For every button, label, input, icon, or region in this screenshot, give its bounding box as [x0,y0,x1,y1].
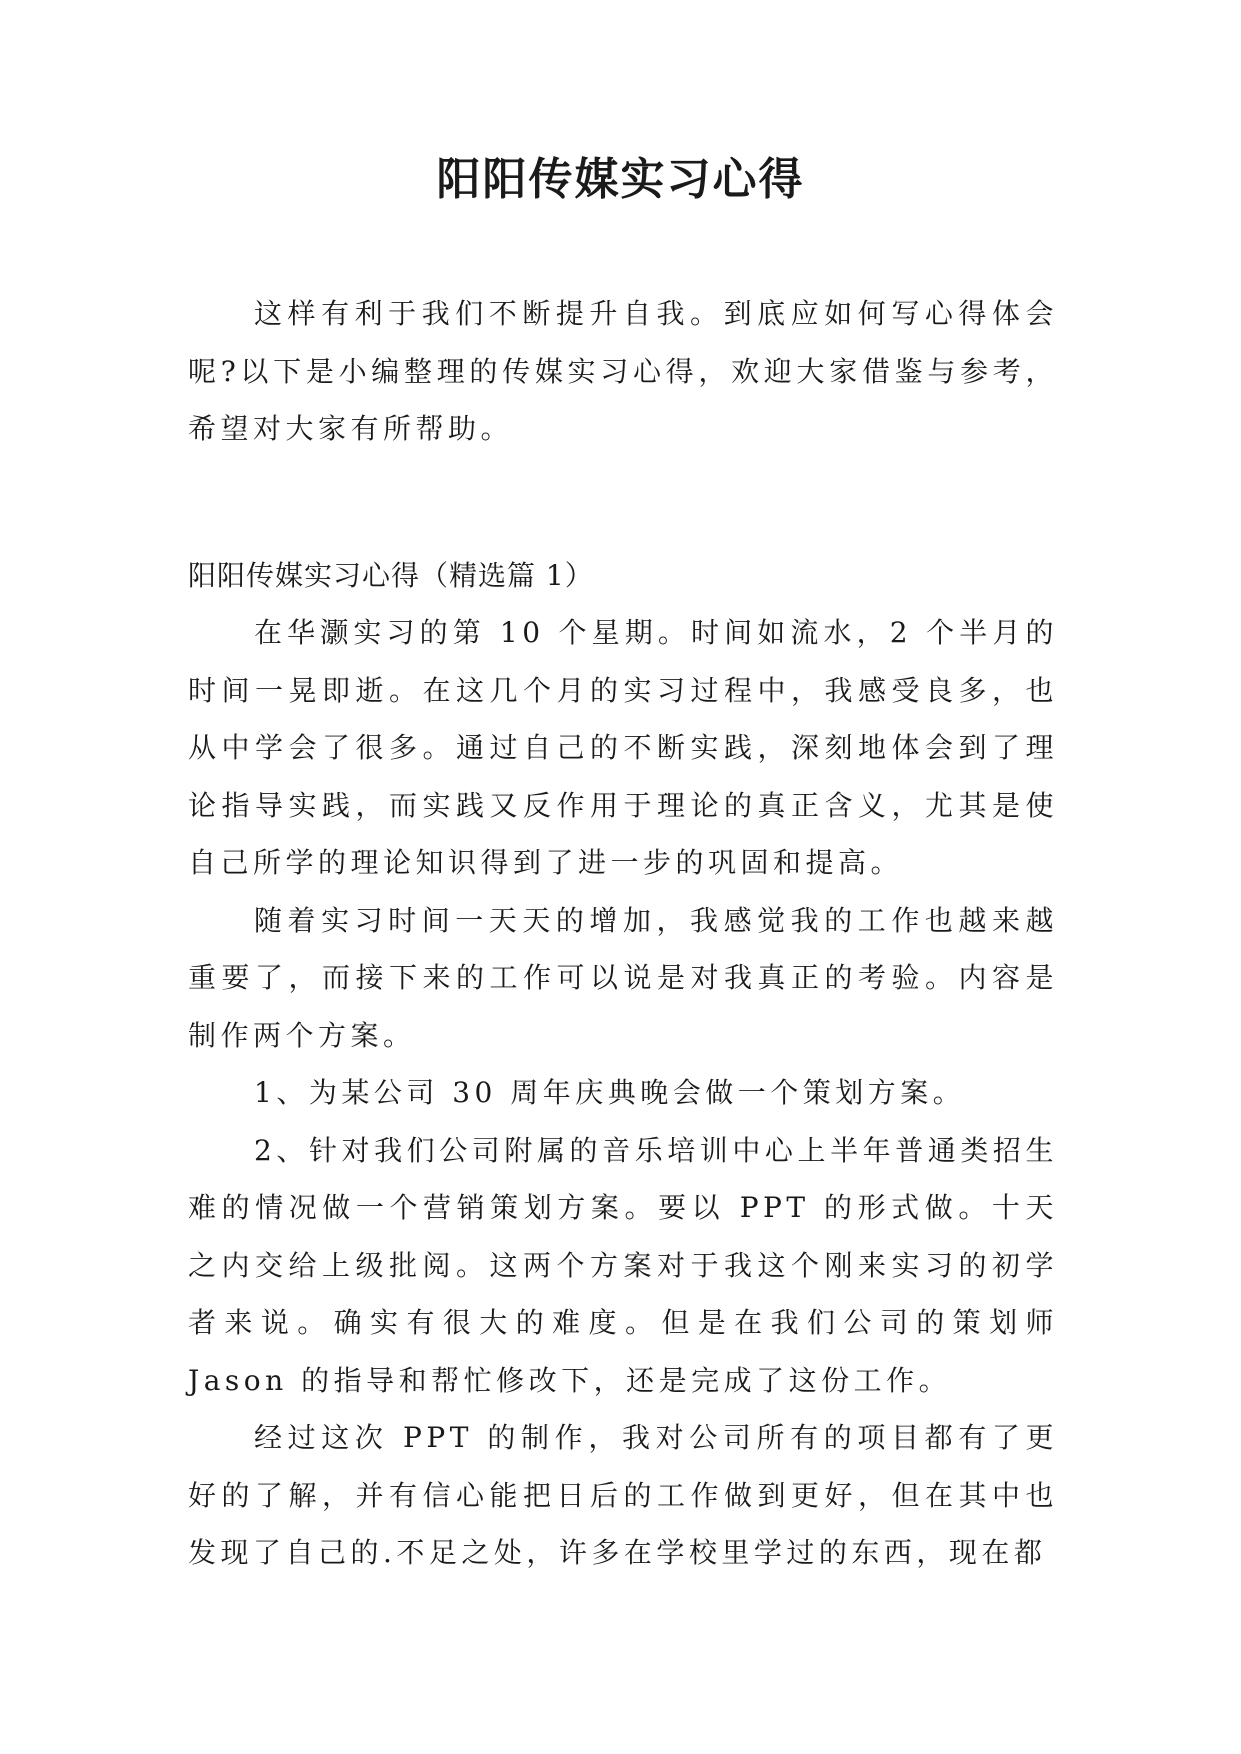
list-item: 1、为某公司 30 周年庆典晚会做一个策划方案。 [254,1076,966,1109]
body-paragraph: 经过这次 PPT 的制作，我对公司所有的项目都有了更好的了解，并有信心能把日后的工作做到更好，但在其中也发现了自己的.不足之处，许多在学校里学过的东西，现在都 [188,1421,1058,1569]
list-item: 2、针对我们公司附属的音乐培训中心上半年普通类招生难的情况做一个营销策划方案。要以 PPT 的形式做。十天之内交给上级批阅。这两个方案对于我这个刚来实习的初学者来说。确实有很大的难度。但是在我们公司的策划师 Jason 的指导和帮忙修改下，还是完成了这份工作。 [188,1133,1058,1397]
document-body [188,285,1058,1582]
body-paragraph: 在华灏实习的第 10 个星期。时间如流水，2 个半月的时间一晃即逝。在这几个月的实习过程中，我感受良多，也从中学会了很多。通过自己的不断实践，深刻地体会到了理论指导实践，而实践又反作用于理论的真正含义，尤其是使自己所学的理论知识得到了进一步的巩固和提高。 [188,616,1058,879]
section-heading: 阳阳传媒实习心得（精选篇 1） [188,558,594,592]
document-title: 阳阳传媒实习心得 [436,154,805,205]
intro-paragraph: 这样有利于我们不断提升自我。到底应如何写心得体会呢?以下是小编整理的传媒实习心得，欢迎大家借鉴与参考，希望对大家有所帮助。 [188,297,1058,445]
section-spacer [188,458,1058,547]
body-paragraph: 随着实习时间一天天的增加，我感觉我的工作也越来越重要了，而接下来的工作可以说是对我真正的考验。内容是制作两个方案。 [188,903,1058,1052]
